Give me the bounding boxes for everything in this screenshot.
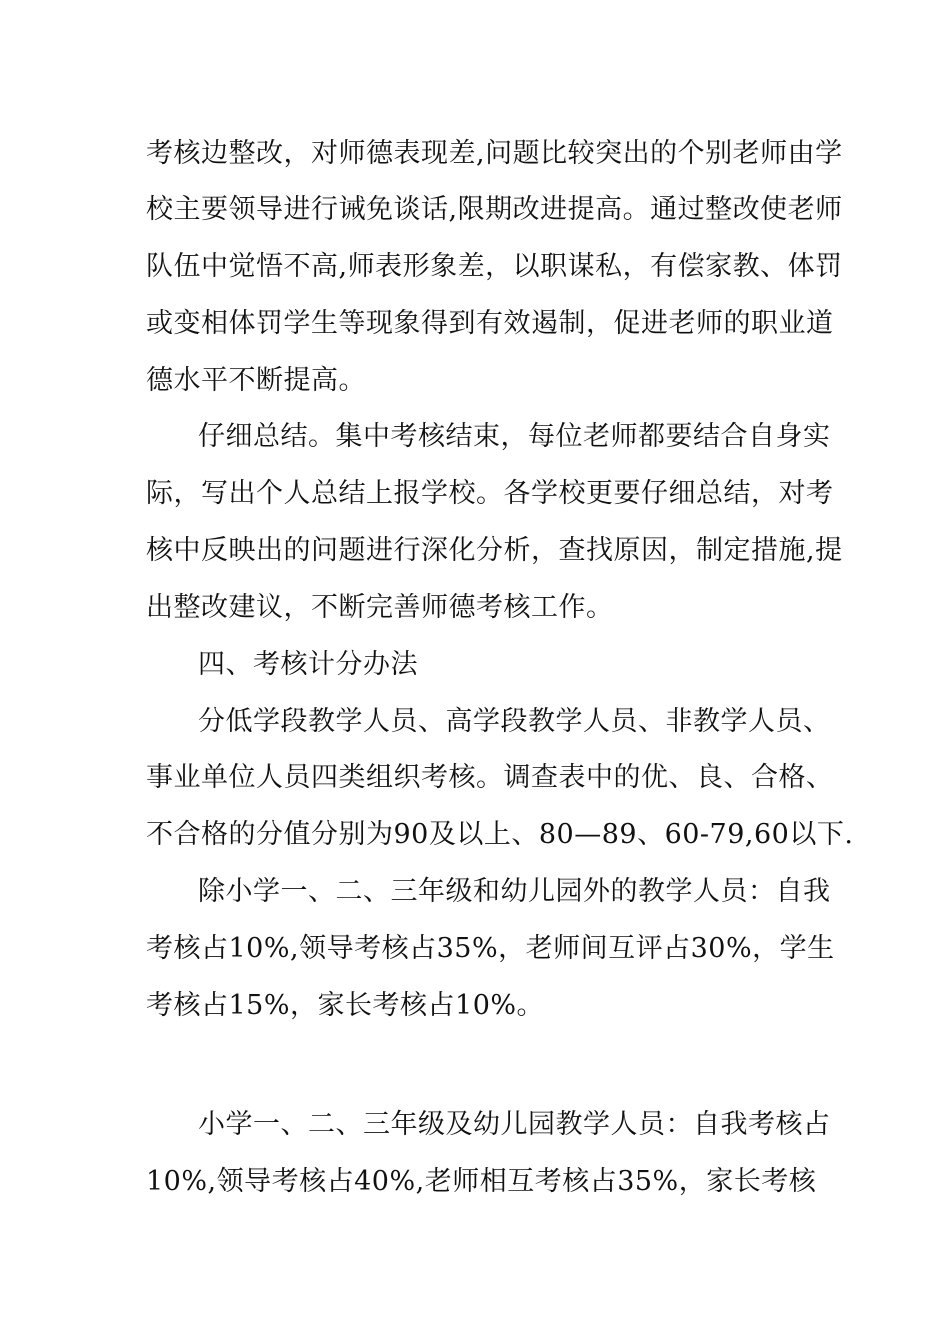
paragraph-line: 除小学一、二、三年级和幼儿园外的教学人员：自我 (198, 876, 831, 907)
paragraph-line: 或变相体罚学生等现象得到有效遏制，促进老师的职业道 (146, 308, 834, 339)
paragraph-line: 核中反映出的问题进行深化分析，查找原因，制定措施,提 (146, 535, 843, 566)
paragraph-line: 考核占10%,领导考核占35%，老师间互评占30%，学生 (146, 933, 835, 964)
paragraph-line: 不合格的分值分别为90及以上、80—89、60-79,60以下. (146, 819, 854, 850)
paragraph-line: 分低学段教学人员、高学段教学人员、非教学人员、 (198, 706, 831, 737)
paragraph-line: 事业单位人员四类组织考核。调查表中的优、良、合格、 (146, 762, 834, 793)
section-heading: 四、考核计分办法 (198, 649, 418, 680)
paragraph-line: 队伍中觉悟不高,师表形象差，以职谋私，有偿家教、体罚 (146, 251, 843, 282)
paragraph-line: 校主要领导进行诫免谈话,限期改进提高。通过整改使老师 (146, 194, 843, 225)
paragraph-line: 考核边整改，对师德表现差,问题比较突出的个别老师由学 (146, 138, 843, 169)
paragraph-line: 考核占15%，家长考核占10%。 (146, 990, 545, 1021)
paragraph-line: 际，写出个人总结上报学校。各学校更要仔细总结，对考 (146, 478, 834, 509)
paragraph-line: 小学一、二、三年级及幼儿园教学人员：自我考核占 (198, 1109, 831, 1140)
paragraph-line: 10%,领导考核占40%,老师相互考核占35%，家长考核 (146, 1166, 817, 1197)
paragraph-line: 出整改建议，不断完善师德考核工作。 (146, 592, 614, 623)
paragraph-line: 德水平不断提高。 (146, 365, 366, 396)
paragraph-line: 仔细总结。集中考核结束，每位老师都要结合自身实 (198, 421, 831, 452)
